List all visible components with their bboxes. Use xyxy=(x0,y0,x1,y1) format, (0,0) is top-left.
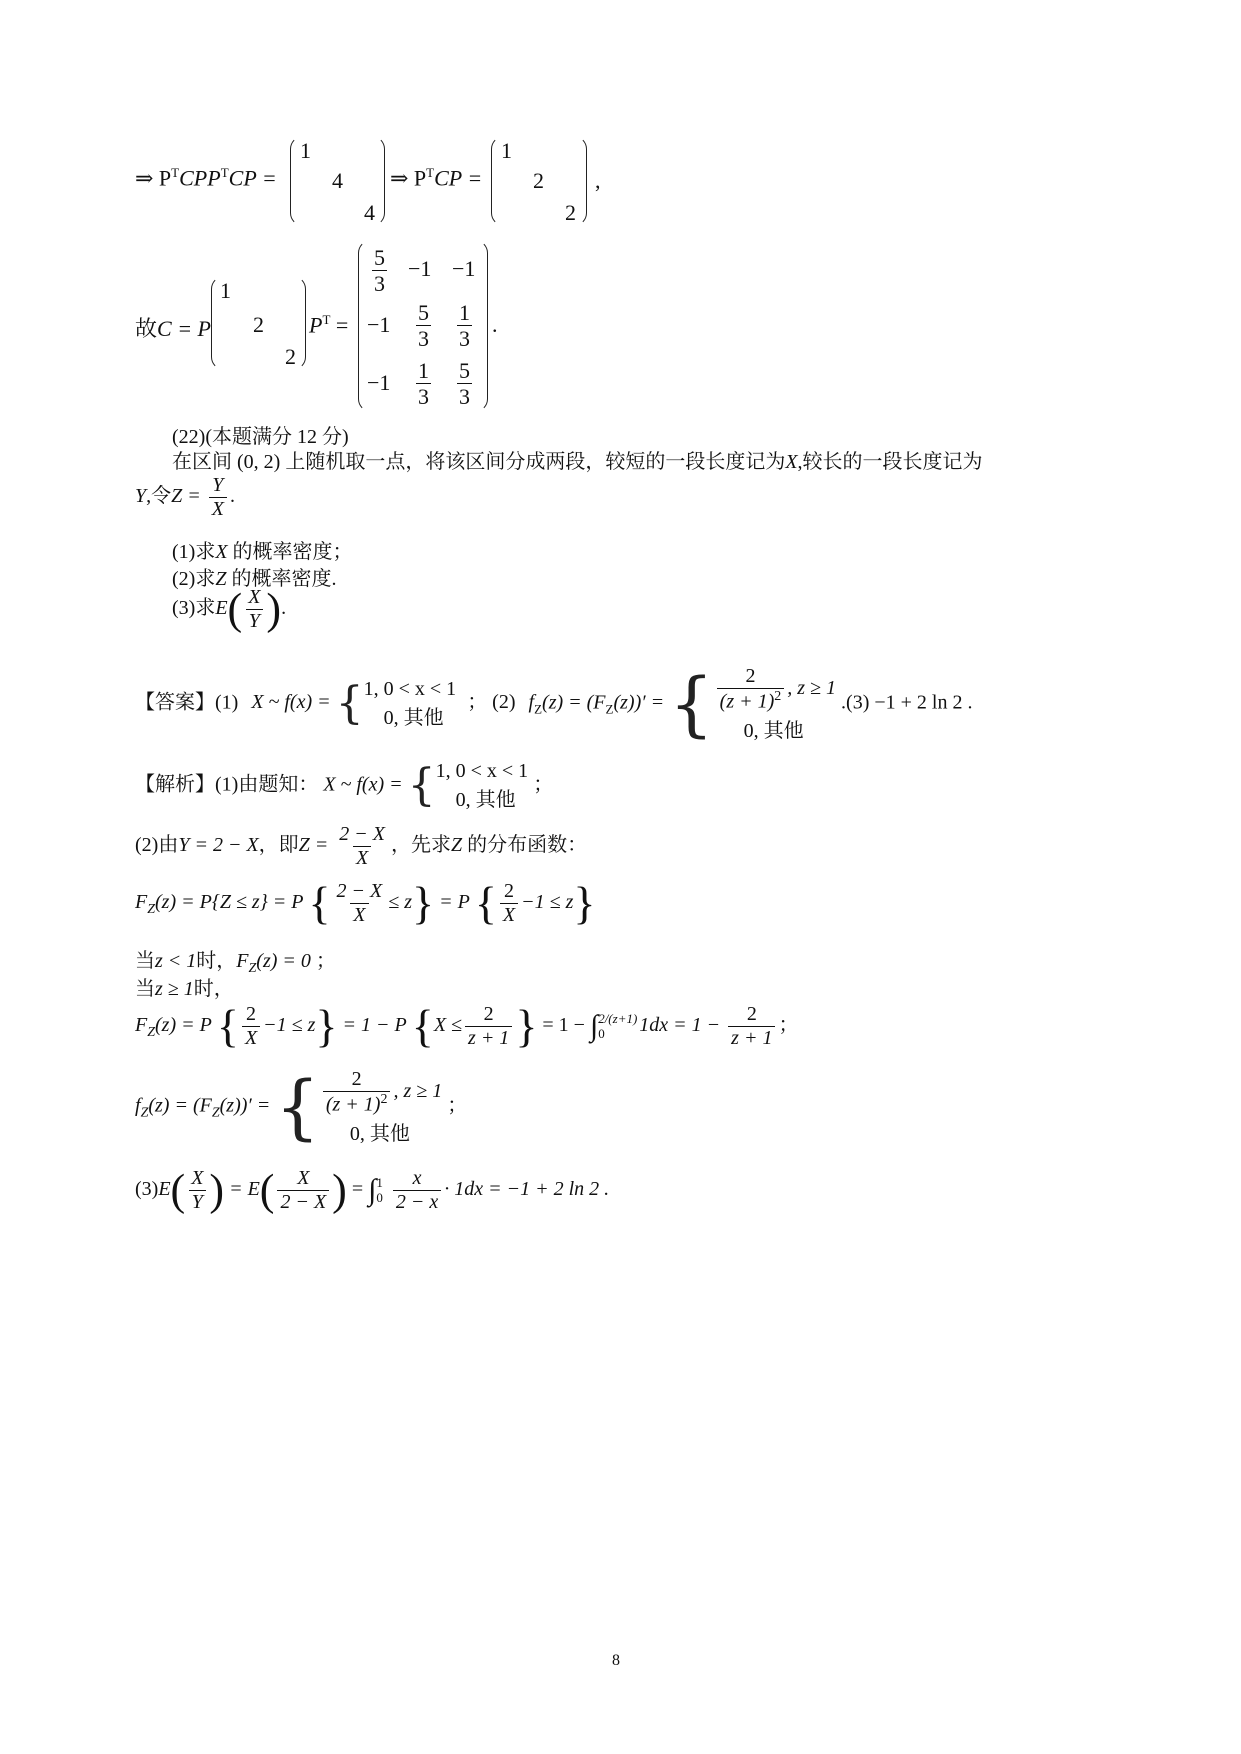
sub: Z xyxy=(147,1025,156,1041)
text: 时， xyxy=(193,978,234,1000)
F: F xyxy=(135,1014,148,1037)
stmt-part: ,较长的一段长度记为 xyxy=(797,451,983,473)
sup: 2 xyxy=(380,1092,388,1107)
expr: = 1 − xyxy=(542,1014,585,1037)
frac-den: X xyxy=(350,903,368,927)
frac-den: X xyxy=(209,497,227,521)
expr: · 1dx = −1 + 2 ln 2 . xyxy=(444,1178,610,1201)
e-letter: E xyxy=(158,1178,171,1201)
semicolon: ； xyxy=(447,1094,468,1117)
brace-open: { xyxy=(216,1000,239,1052)
result-cell xyxy=(457,358,472,410)
cond: z < 1 xyxy=(155,950,197,972)
frac-num: 2 xyxy=(745,665,756,687)
page-number: 8 xyxy=(612,1652,620,1669)
stmt-part: ,令 xyxy=(146,485,172,508)
result-cell: −1 xyxy=(367,312,391,337)
matrix2-cell: 2 xyxy=(565,200,576,225)
cond: , z ≥ 1 xyxy=(393,1079,443,1102)
comma: , xyxy=(595,168,601,193)
frac-num: 1 xyxy=(418,358,429,383)
sub: Z xyxy=(605,701,614,717)
integral-limits xyxy=(598,1012,637,1041)
text: ，即 xyxy=(258,834,299,857)
transpose-sup: T xyxy=(322,312,331,327)
analysis-line-8 xyxy=(135,1167,609,1214)
implies-line xyxy=(390,165,482,191)
cond: z ≥ 1 xyxy=(155,978,194,1000)
frac-den: 3 xyxy=(418,326,429,352)
semicolon: ； xyxy=(778,1014,799,1037)
sup: 2 xyxy=(774,689,782,704)
upper: 2/(z+1) xyxy=(598,1011,638,1027)
frac xyxy=(717,665,785,714)
expr: 1dx = 1 − xyxy=(639,1014,721,1037)
frac xyxy=(334,880,386,927)
frac-num: 2 xyxy=(746,1003,757,1025)
matrix1-cell: 1 xyxy=(300,138,311,163)
sub: Z xyxy=(140,1105,149,1121)
matrix1-cell: 4 xyxy=(364,200,375,225)
stmt-part: 在区间 (0, 2) 上随机取一点，将该区间分成两段，较短的一段长度记为 xyxy=(172,451,786,473)
fz-rest: (z))′ = xyxy=(613,691,665,714)
c-equation-line xyxy=(135,312,211,343)
paren-close: ) xyxy=(332,1165,347,1215)
transpose-sup: T xyxy=(171,165,180,180)
matrix-paren-right xyxy=(475,240,488,412)
x-dist: X ~ f(x) = xyxy=(251,691,331,714)
analysis-line-7 xyxy=(135,1065,468,1148)
upper: 1 xyxy=(376,1175,383,1191)
paren-open: ( xyxy=(170,1165,186,1215)
frac-den: Y xyxy=(189,1190,206,1214)
q-tail: 的概率密度. xyxy=(231,568,337,590)
z-eq: Z = xyxy=(171,485,201,508)
text: 当 xyxy=(135,978,155,1000)
brace: { xyxy=(275,1065,320,1148)
frac-den: 3 xyxy=(459,384,470,410)
result-cell xyxy=(416,358,431,410)
result-cell xyxy=(372,245,387,297)
analysis-line-2 xyxy=(135,823,587,870)
implies-p: ⇒ P xyxy=(390,165,427,191)
frac-den: 2 − X xyxy=(277,1190,329,1214)
z-eq: Z = xyxy=(298,834,329,857)
period: . xyxy=(492,312,498,337)
c-matrix-cell: 2 xyxy=(253,312,264,337)
answer-label: 【答案】(1) xyxy=(135,691,239,714)
brace: { xyxy=(335,677,364,729)
result-cell: −1 xyxy=(367,370,391,395)
piecewise-fx xyxy=(408,760,529,812)
c-eq-p: C = P xyxy=(157,316,211,341)
cond: , z ≥ 1 xyxy=(787,676,837,699)
question-1 xyxy=(172,535,353,564)
frac xyxy=(277,1167,329,1214)
piecewise-fz xyxy=(669,662,837,745)
semicolon: ； xyxy=(533,773,554,796)
case-row: 0, 其他 xyxy=(349,1122,410,1145)
question-3 xyxy=(172,586,286,633)
result-cell xyxy=(457,300,472,352)
matrix-equation-line xyxy=(135,165,277,191)
matrix-paren-right xyxy=(372,136,385,226)
frac xyxy=(188,1167,206,1214)
sub: Z xyxy=(211,1105,220,1121)
x-over-y xyxy=(245,586,263,633)
q-label: (3)求 xyxy=(172,597,216,620)
frac-den: 3 xyxy=(418,384,429,410)
implies-p: ⇒ P xyxy=(135,165,172,191)
fz-rest: (z) = (F xyxy=(542,691,606,714)
brace: { xyxy=(407,760,436,811)
frac xyxy=(242,1003,260,1050)
c-matrix-cell: 2 xyxy=(285,344,296,369)
analysis-line-6 xyxy=(135,1000,799,1052)
f: f xyxy=(135,1094,141,1117)
pt-eq xyxy=(309,312,348,338)
lower: 0 xyxy=(598,1025,605,1041)
expr: = xyxy=(351,1178,364,1201)
answer-part3: .(3) −1 + 2 ln 2 . xyxy=(841,691,973,714)
text: 当 xyxy=(135,950,155,972)
transpose-sup: T xyxy=(426,165,435,180)
brace-close: } xyxy=(315,1000,338,1052)
expr: = E xyxy=(229,1178,260,1201)
frac-den: X xyxy=(242,1026,260,1050)
analysis-label: 【解析】(1)由题知： xyxy=(135,773,319,796)
frac-den: 2 − x xyxy=(393,1190,441,1214)
matrix1-cell: 4 xyxy=(332,168,343,193)
frac xyxy=(728,1003,775,1050)
matrix-paren-right xyxy=(293,276,306,370)
lower: 0 xyxy=(376,1189,383,1205)
gu-prefix: 故 xyxy=(135,316,158,341)
expr: (z))′ = xyxy=(219,1094,271,1117)
frac-num: 5 xyxy=(459,358,470,383)
expr: (z) = (F xyxy=(148,1094,212,1117)
frac-den: (z + 1) xyxy=(325,1093,381,1116)
frac-den: 3 xyxy=(459,326,470,352)
cp-eq: CP = xyxy=(434,165,483,191)
analysis-line-1 xyxy=(135,760,553,812)
expr: (z) = 0 xyxy=(256,950,311,972)
frac-num: X xyxy=(248,586,261,608)
frac-num: X xyxy=(191,1167,204,1189)
expr: X ≤ xyxy=(433,1014,463,1037)
sub: Z xyxy=(248,961,257,976)
frac-den: X xyxy=(500,903,518,927)
frac-num: 5 xyxy=(418,300,429,325)
answer-line xyxy=(135,662,973,745)
text: ，先求 xyxy=(391,834,452,857)
x-dist: X ~ f(x) = xyxy=(323,773,403,796)
frac-den: (z + 1) xyxy=(719,690,775,713)
piecewise-fz xyxy=(275,1065,443,1148)
expr: ≤ z xyxy=(388,891,413,914)
frac xyxy=(465,1003,512,1050)
matrix-paren-right xyxy=(574,136,587,226)
frac-num: 2 − X xyxy=(339,823,386,845)
F: F xyxy=(236,950,249,972)
y-over-x xyxy=(209,474,227,521)
e-letter: E xyxy=(215,597,228,620)
frac-den: z + 1 xyxy=(465,1026,512,1050)
F: F xyxy=(135,891,148,914)
sep: ； (2) xyxy=(467,691,516,714)
fz: f xyxy=(528,691,535,714)
analysis-line-5 xyxy=(135,972,234,1001)
expr: (z) = P{Z ≤ z} = P xyxy=(155,891,304,914)
matrix2-cell: 2 xyxy=(533,168,544,193)
frac xyxy=(500,880,518,927)
sub: Z xyxy=(147,902,156,918)
cpp: CPP xyxy=(179,165,221,191)
brace-open: { xyxy=(474,877,497,929)
case-row: 0, 其他 xyxy=(743,719,804,742)
text: 时， xyxy=(196,950,237,972)
result-cell: −1 xyxy=(408,256,432,281)
frac-num: 2 xyxy=(483,1003,494,1025)
brace-open: { xyxy=(308,877,331,929)
var-y: Y xyxy=(135,485,147,508)
paren-close: ) xyxy=(209,1165,225,1215)
brace-close: } xyxy=(412,877,435,929)
var-x: X xyxy=(785,451,798,473)
frac-num: Y xyxy=(212,474,224,496)
paren-close: ) xyxy=(266,584,282,634)
y-eq: Y = 2 − X xyxy=(178,834,259,857)
integral-limits xyxy=(376,1176,383,1205)
equals: = xyxy=(335,312,349,338)
frac-num: 2 xyxy=(351,1068,362,1090)
q-label: (2)求 xyxy=(172,568,216,590)
case-row: 1, 0 < x < 1 xyxy=(435,760,529,782)
frac-num: 2 xyxy=(504,880,515,902)
frac-den: X xyxy=(353,846,371,870)
expr: = P xyxy=(439,891,470,914)
problem-statement xyxy=(172,445,983,474)
brace: { xyxy=(669,662,714,745)
frac-num: 2 xyxy=(246,1003,257,1025)
frac xyxy=(393,1167,441,1214)
expr: −1 ≤ z xyxy=(521,891,574,914)
case-row: 0, 其他 xyxy=(455,789,516,811)
sub: Z xyxy=(534,701,543,717)
brace-open: { xyxy=(411,1000,434,1052)
brace-close: } xyxy=(515,1000,538,1052)
transpose-sup: T xyxy=(220,165,229,180)
label: (3) xyxy=(135,1178,159,1201)
frac-num: 2 − X xyxy=(336,880,383,902)
frac xyxy=(323,1068,391,1117)
text: 的分布函数： xyxy=(467,834,588,857)
p-letter: P xyxy=(309,312,323,338)
q-tail: 的概率密度； xyxy=(232,541,353,563)
problem-def-z: Y,令Z = $\frac{Y}{X}$ . xyxy=(135,474,235,520)
piecewise-fx xyxy=(336,678,457,730)
frac-den: 3 xyxy=(374,271,385,297)
case-row: 0, 其他 xyxy=(383,706,444,729)
frac-num: 5 xyxy=(374,245,385,270)
analysis-line-3 xyxy=(135,877,596,929)
result-cell: −1 xyxy=(452,256,476,281)
expr: (z) = P xyxy=(155,1014,212,1037)
frac-num: X xyxy=(297,1167,310,1189)
paren-open: ( xyxy=(259,1165,275,1215)
brace-close: } xyxy=(573,877,596,929)
frac-num: x xyxy=(412,1167,422,1189)
var: Z xyxy=(215,568,227,590)
cp-eq: CP = xyxy=(228,165,277,191)
q-label: (1)求 xyxy=(172,541,216,563)
period: . xyxy=(281,597,287,620)
result-cell xyxy=(416,300,431,352)
text: (2)由 xyxy=(135,834,179,857)
frac-num: 1 xyxy=(459,300,470,325)
frac-den: z + 1 xyxy=(728,1026,775,1050)
frac-den: Y xyxy=(246,609,263,633)
semicolon: ； xyxy=(315,950,336,972)
var: X xyxy=(215,541,228,563)
expr: −1 ≤ z xyxy=(263,1014,316,1037)
case-row: 1, 0 < x < 1 xyxy=(363,677,457,700)
problem-header: (22)(本题满分 12 分) xyxy=(172,426,349,448)
expr: = 1 − P xyxy=(342,1014,407,1037)
paren-open: ( xyxy=(227,584,243,634)
c-matrix-cell: 1 xyxy=(220,278,231,303)
integral-sign: ∫ xyxy=(589,1009,599,1043)
frac xyxy=(336,823,388,870)
integral-sign: ∫ xyxy=(368,1173,377,1207)
matrix2-cell: 1 xyxy=(501,138,512,163)
var: Z xyxy=(451,834,463,857)
